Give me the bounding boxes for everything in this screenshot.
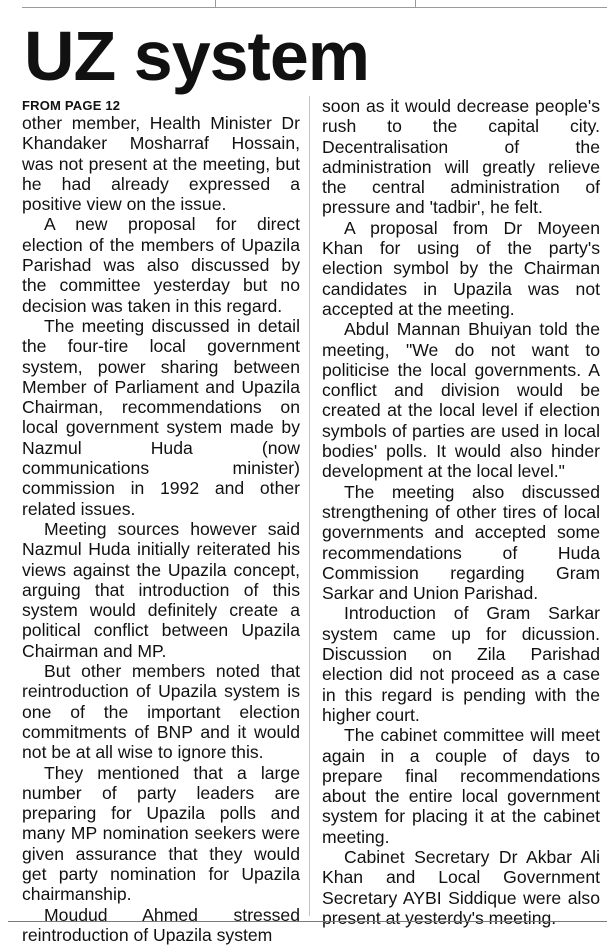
paragraph: Meeting sources however said Nazmul Huda initially reiterated his views against the Upazila concept, arguing that introduction of this system would definitely create a political conflict between Upazila Chairman and MP.	[22, 518, 300, 661]
paragraph: The meeting discussed in detail the four-tire local government system, power sharing between Member of Parliament and Upazila Chairman, recommendations on local government system made by Nazmul Huda (now communications minister) commission in 1992 and other related issues.	[22, 315, 300, 519]
bottom-rule	[8, 921, 607, 922]
paragraph: A proposal from Dr Moyeen Khan for using of the party's election symbol by the Chairman candidates in Upazila was not accepted at the meeting.	[322, 217, 600, 319]
paragraph: But other members noted that reintroduction of Upazila system is one of the important election commitments of BNP and it would not be at all wise to ignore this.	[22, 661, 300, 763]
paragraph: The meeting also discussed strengthening of other tires of local governments and accepted some recommendations of Huda Commission regarding Gram Sarkar and Union Parishad.	[322, 481, 600, 604]
jump-label: FROM PAGE 12	[22, 98, 121, 113]
paragraph: soon as it would decrease people's rush to the capital city. Decentralisation of the administration will greatly relieve the central administration of pressure and 'tadbir', he felt.	[322, 96, 600, 218]
paragraph: Introduction of Gram Sarkar system came up for dicussion. Discussion on Zila Parishad election did not proceed as a case in this regard is pending with the higher court.	[322, 603, 600, 725]
top-rule-tick	[215, 0, 216, 7]
top-rule	[22, 7, 607, 8]
paragraph: Cabinet Secretary Dr Akbar Ali Khan and Local Government Secretary AYBI Siddique were also present at yesterdy's meeting.	[322, 846, 600, 928]
paragraph: A new proposal for direct election of the members of Upazila Parishad was also discussed by the committee yesterday but no decision was taken in this regard.	[22, 214, 300, 316]
article-column-left	[22, 96, 300, 945]
top-rule-tick	[415, 0, 416, 7]
column-divider	[309, 96, 310, 916]
article-column-right	[322, 96, 600, 928]
headline: UZ system	[24, 17, 370, 95]
paragraph: Abdul Mannan Bhuiyan told the meeting, "We do not want to politicise the local governments. A conflict and division would be created at the local level if election symbols of parties are used in local bodies' polls. It would also hinder development at the local level."	[322, 319, 600, 482]
paragraph: Moudud Ahmed stressed reintroduction of Upazila system	[22, 904, 300, 945]
paragraph: The cabinet committee will meet again in a couple of days to prepare final recommendations about the entire local government system for placing it at the cabinet meeting.	[322, 725, 600, 847]
paragraph: They mentioned that a large number of party leaders are preparing for Upazila polls and many MP nomination seekers were given assurance that they would get party nomination for Upazila chairmanship.	[22, 762, 300, 905]
paragraph: other member, Health Minister Dr Khandaker Mosharraf Hossain, was not present at the meeting, but he had already expressed a positive view on the issue.	[22, 113, 300, 215]
